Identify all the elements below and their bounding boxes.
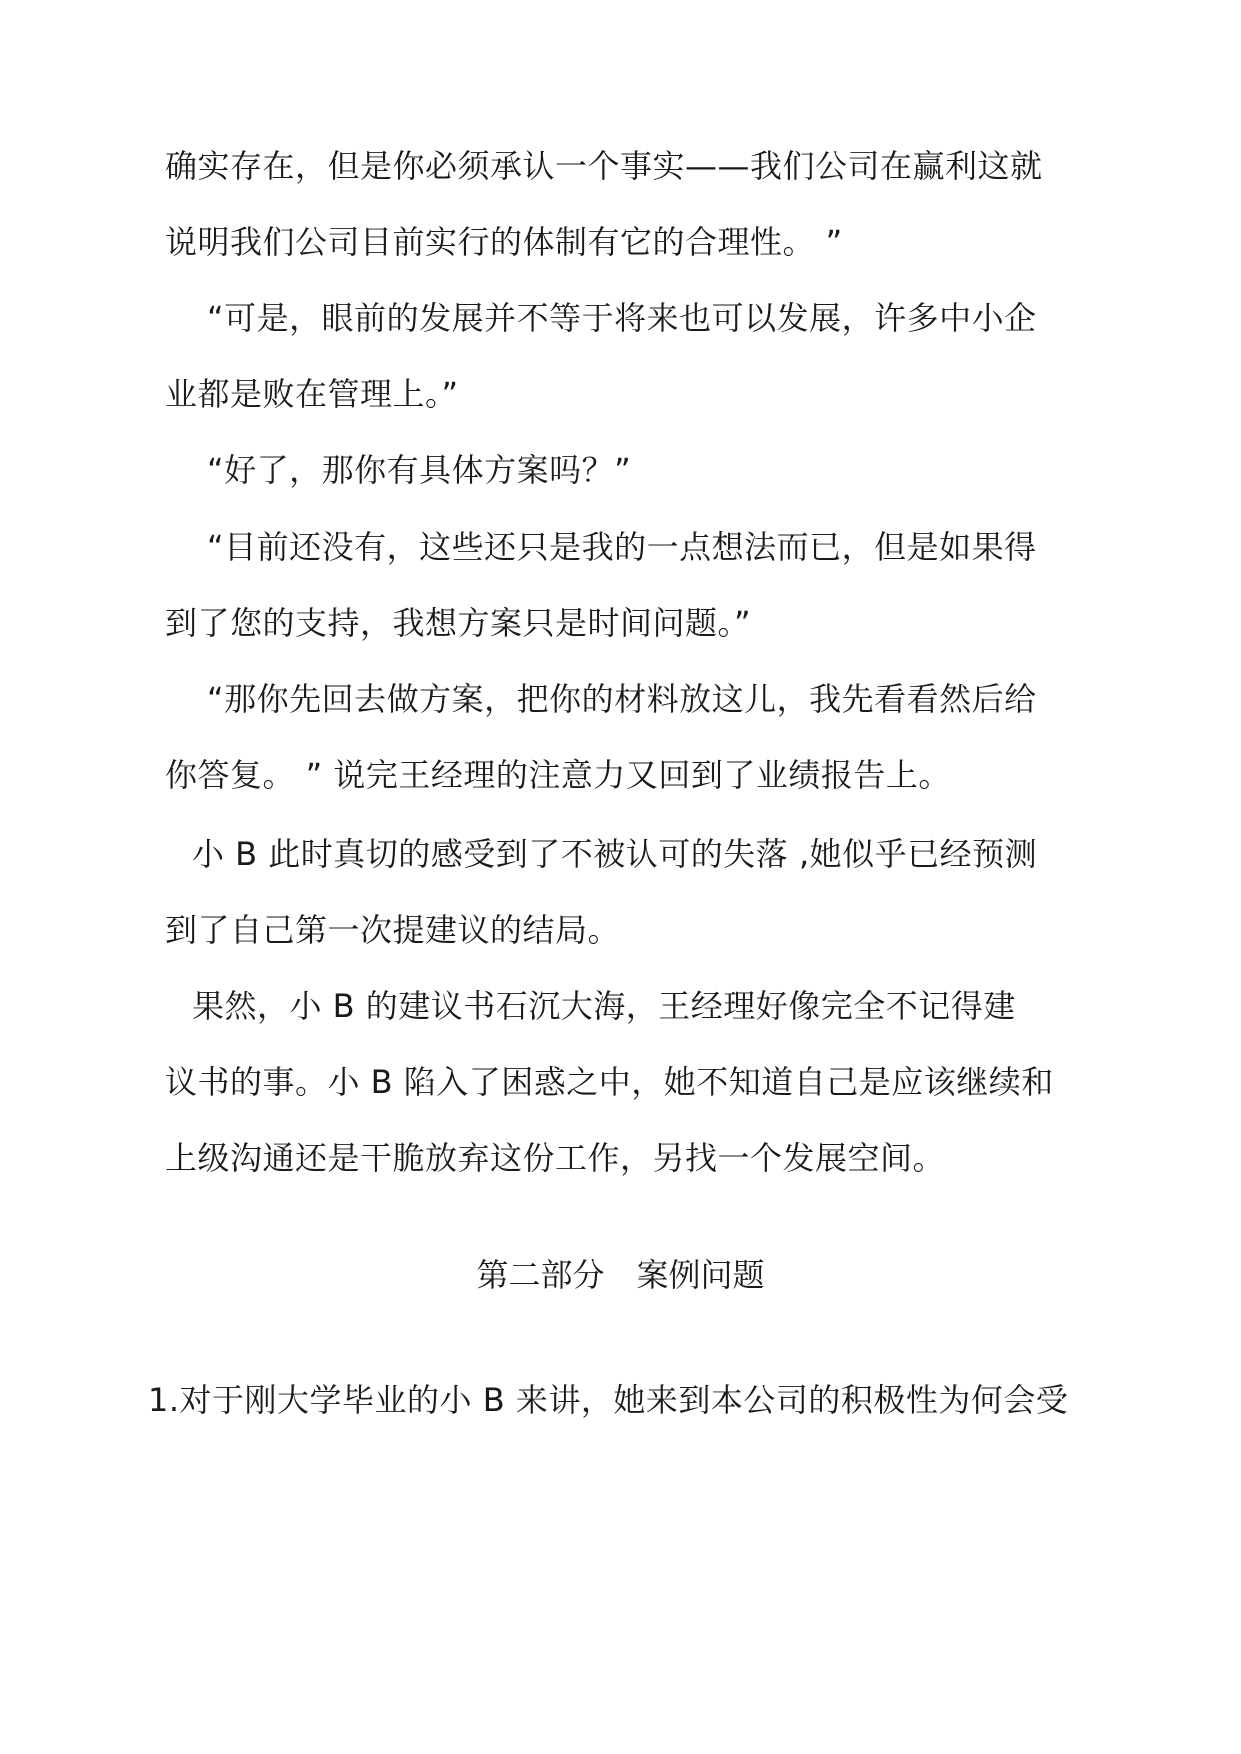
paragraph-line: 到了自己第一次提建议的结局。 (165, 911, 621, 949)
paragraph-line: 业都是败在管理上。” (165, 375, 459, 413)
paragraph-line: 确实存在，但是你必须承认一个事实——我们公司在赢利这就 (165, 147, 1043, 185)
paragraph-line: 小 B 此时真切的感受到了不被认可的失落 ,她似乎已经预测 (192, 835, 1038, 873)
paragraph-line: 你答复。 ” 说完王经理的注意力又回到了业绩报告上。 (165, 756, 951, 794)
paragraph-line: 议书的事。小 B 陷入了困惑之中，她不知道自己是应该继续和 (165, 1063, 1054, 1101)
question-line: 1.对于刚大学毕业的小 B 来讲，她来到本公司的积极性为何会受 (148, 1381, 1069, 1419)
paragraph-line: “好了，那你有具体方案吗？” (207, 451, 632, 489)
paragraph-line: 到了您的支持，我想方案只是时间问题。” (165, 604, 752, 642)
paragraph-line: 果然，小 B 的建议书石沉大海，王经理好像完全不记得建 (192, 987, 1016, 1025)
paragraph-line: 上级沟通还是干脆放弃这份工作，另找一个发展空间。 (165, 1139, 946, 1177)
paragraph-line: 说明我们公司目前实行的体制有它的合理性。 ” (165, 223, 843, 261)
paragraph-line: “那你先回去做方案，把你的材料放这儿，我先看看然后给 (207, 680, 1037, 718)
section-heading: 第二部分 案例问题 (476, 1256, 765, 1294)
paragraph-line: “目前还没有，这些还只是我的一点想法而已，但是如果得 (207, 528, 1037, 566)
paragraph-line: “可是，眼前的发展并不等于将来也可以发展，许多中小企 (207, 299, 1037, 337)
